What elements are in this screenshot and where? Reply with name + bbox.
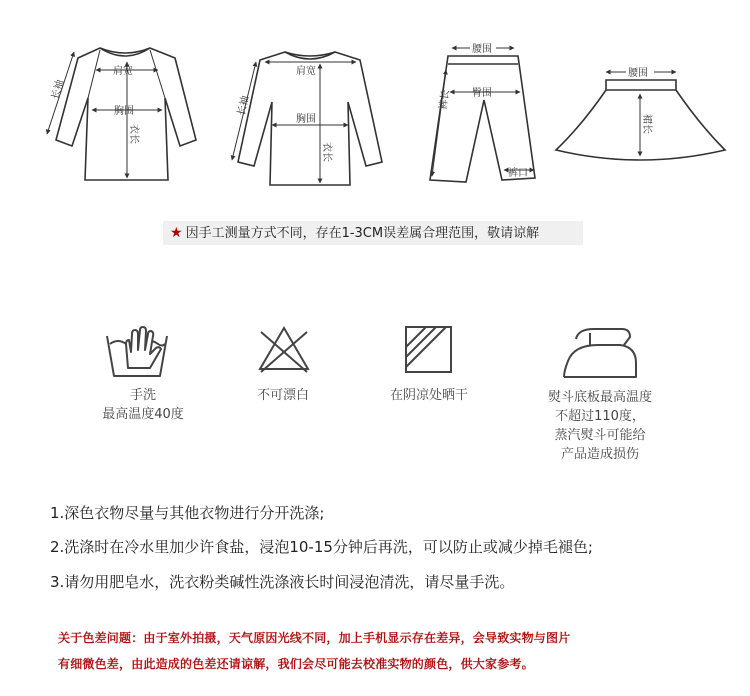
no-bleach-caption: 不可漂白 — [256, 388, 309, 403]
shirt2-sleeve-label: 长袖 — [236, 94, 252, 117]
tip-2: 2.洗涤时在冷水里加少许食盐，浸泡10-15分钟后再洗，可以防止或减少掉毛褪色; — [50, 538, 593, 556]
shirt2-length-label: 衣长 — [321, 142, 332, 162]
hand-wash-caption: 手洗 最高温度40度 — [102, 388, 184, 422]
shirt1-length-label: 衣长 — [128, 124, 139, 144]
shade-dry-icon — [404, 325, 454, 375]
shirt2-chest-label: 胸围 — [296, 114, 316, 125]
measurement-notice — [163, 221, 583, 245]
pants-length-label: 裤长 — [438, 89, 452, 111]
pants-diagram — [430, 48, 535, 182]
iron-icon — [560, 325, 640, 381]
shirt2-shoulder-label: 肩宽 — [296, 66, 316, 77]
measurement-notice-text: 因手工测量方式不同，存在1-3CM误差属合理范围，敬请谅解 — [185, 226, 540, 241]
skirt-waist-label: 腰围 — [628, 68, 648, 79]
hand-wash-icon — [104, 322, 170, 378]
shirt1-shoulder-label: 肩宽 — [113, 66, 133, 77]
skirt-length-label: 裙长 — [641, 114, 652, 134]
color-note-line-1: 关于色差问题：由于室外拍摄，天气原因光线不同，加上手机显示存在差异，会导致实物与图片 — [58, 631, 571, 645]
iron-caption: 熨斗底板最高温度 不超过110度， 蒸汽熨斗可能给 产品造成损伤 — [547, 390, 652, 462]
color-note-line-2: 有细微色差，由此造成的色差还请谅解，我们会尽可能去校准实物的颜色，供大家参考。 — [58, 657, 534, 671]
pants-leg-label: 裤口 — [508, 168, 528, 179]
no-bleach-icon — [255, 322, 313, 374]
skirt-diagram — [556, 72, 725, 160]
tip-1: 1.深色衣物尽量与其他衣物进行分开洗涤; — [50, 504, 325, 522]
pants-hip-label: 臀围 — [472, 88, 492, 99]
shirt1-sleeve-label: 长袖 — [50, 78, 67, 101]
garment-diagrams — [0, 0, 750, 210]
tip-3: 3.请勿用肥皂水，洗衣粉类碱性洗涤液长时间浸泡清洗，请尽量手洗。 — [50, 573, 515, 591]
shirt1-chest-label: 胸围 — [114, 106, 134, 117]
pants-waist-label: 腰围 — [472, 44, 492, 55]
shade-dry-caption: 在阴凉处晒干 — [389, 388, 468, 403]
star-icon: ★ — [170, 225, 183, 241]
